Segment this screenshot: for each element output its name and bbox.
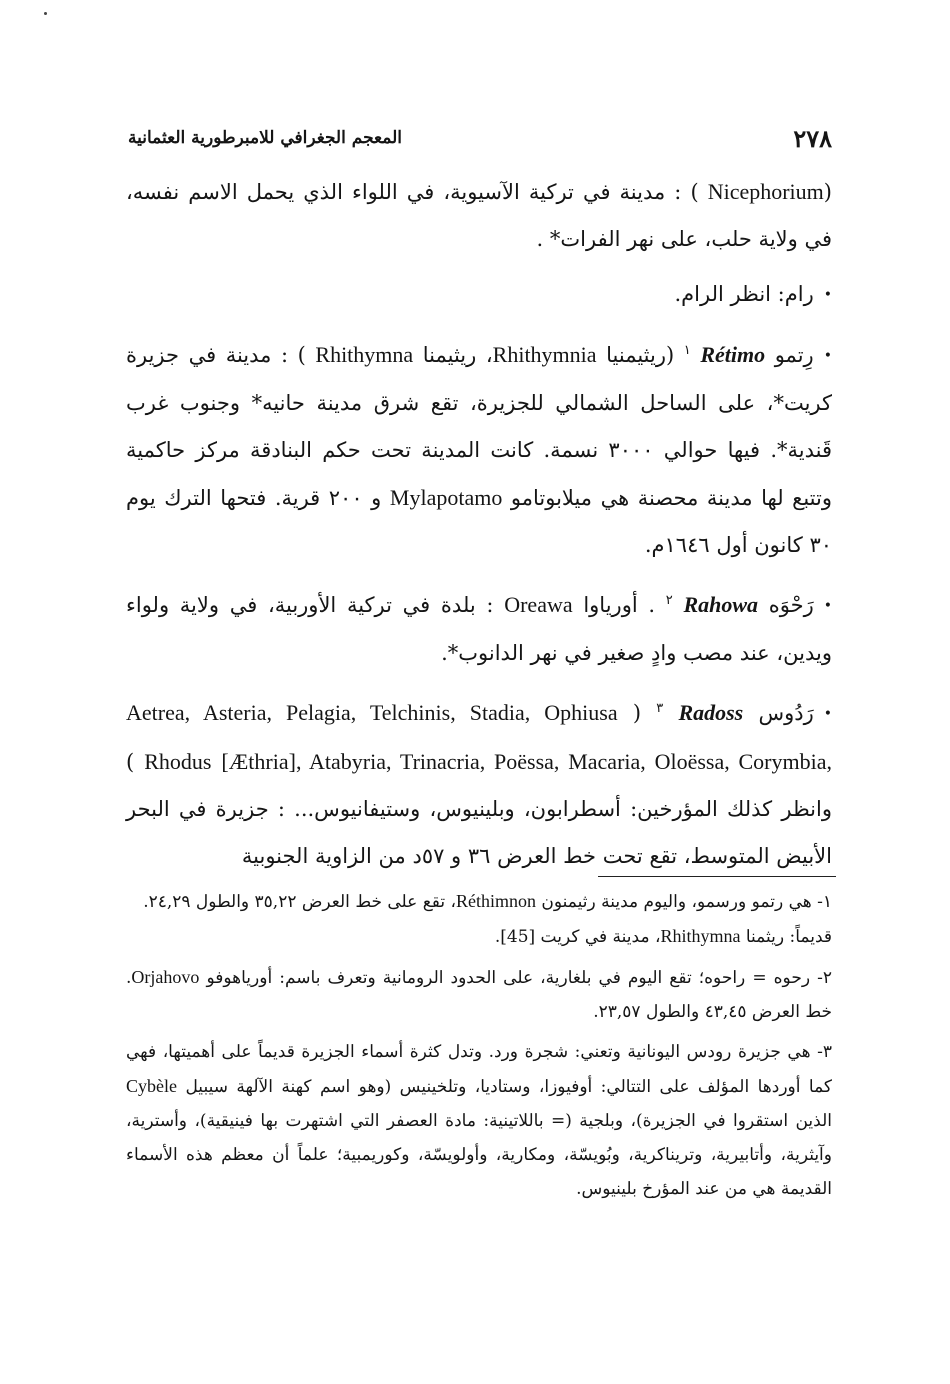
alt-name-latin: Rhithymnia [492, 342, 597, 367]
footnote-text: قديماً: ريثمنا [745, 927, 832, 947]
latin-term: Réthimnon [455, 891, 536, 911]
open-paren: ( [632, 701, 642, 725]
page-number: ٢٧٨ [793, 123, 832, 153]
entry-text: و ٢٠٠ قرية. فتحها الترك يوم ٣٠ كانون أول ١٦٤٦م. [126, 486, 832, 557]
latin-term: Mylapotamo [389, 485, 503, 510]
footnote-1 [126, 884, 832, 919]
footnote-text: ١- هي رتمو ورسمو، واليوم مدينة رثيمنون [541, 892, 832, 912]
entry-text: ) : مدينة في جزيرة كريت*، على الساحل الشمالي للجزيرة، تقع شرق مدينة حانيه* وجنوب غرب قَندية*. فيها حوالي ٣٠٠٠ نسمة. كانت المدينة تحت حكم البنادقة مركز حاكمية وتتبع لها مدينة محصنة هي ميلابوتامو [126, 343, 832, 510]
entry-rahowa [126, 581, 832, 677]
bullet-icon: • [823, 706, 832, 722]
bullet-icon: • [823, 287, 832, 303]
entry-radoss [126, 689, 832, 880]
footnote-text: ، مدينة في كريت [45]. [494, 927, 661, 947]
page-header [128, 120, 832, 156]
latin-headword: Rahowa [683, 592, 759, 617]
ancient-names-line-2: [Æthria], Atabyria, Trinacria, Poëssa, Macaria, Oloëssa, Corymbia, [221, 749, 833, 774]
entry-text: : بلدة في تركية الأوربية، في ولاية ولواء ويدين، عند مصب وادٍ صغير في نهر الدانوب*. [126, 593, 832, 665]
entry-text: ) : مدينة في تركية الآسيوية، في اللواء الذي يحمل الاسم نفسه، في ولاية حلب، على نهر الفرات* . [126, 180, 832, 251]
bullet-icon: • [823, 348, 832, 364]
footnote-text: ٣- هي جزيرة رودس اليونانية وتعني: شجرة ورد. وتدل كثرة أسماء الجزيرة قديماً على أهميتها، فهي كما أوردها المؤلف على التتالي: أوفيوزا، وستاديا، وتلخينيس (وهو اسم كهنة الآلهة سيبيل [126, 1042, 832, 1097]
alt-name-latin: Rhithymna [315, 342, 414, 367]
footnote-text: الذين استقروا في الجزيرة)، وبلجية (= باللاتينية: مادة العصفر التي اشتهرت بها فينيقية)، وأسترية، وآيثرية، وأتابيرية، وتريناكرية، وبُويسّة، ومكارية، وأولويسّة، وكوريمبية؛ علماً أن معظم هذه الأسماء القديمة هي من عند المؤرخ بلينيوس. [126, 1111, 832, 1199]
footnote-text: ، تقع على خط العرض ٣٥,٢٢ والطول ٢٤,٢٩. [143, 892, 456, 912]
latin-term: Nicephorium [707, 179, 824, 204]
headword: رَدُوس [758, 701, 814, 725]
footnote-ref: ١ [683, 343, 691, 358]
footnote-3 [126, 1035, 832, 1206]
footnote-2 [126, 960, 832, 1029]
latin-term: Oreawa [504, 592, 573, 617]
open-paren: ( [666, 343, 675, 367]
footnote-ref: ٢ [665, 593, 673, 608]
footnote-1-cont [126, 919, 832, 954]
footnote-text: ٢- رحوه = راحوه؛ تقع اليوم في بلغارية، على الحدود الرومانية وتعرف باسم: أورياهوفو [206, 968, 832, 988]
footnotes [126, 884, 832, 1206]
latin-term: Rhithymna [660, 926, 741, 946]
latin-term: Rhodus [144, 749, 212, 774]
headword: رَحْوَه [768, 593, 814, 617]
headword: رِتمو [774, 343, 814, 367]
footnote-text: . خط العرض ٤٣,٤٥ والطول ٢٣,٥٧. [126, 968, 832, 1022]
bullet-icon: • [823, 598, 832, 614]
latin-headword: Rétimo [700, 342, 766, 367]
entry-ram [126, 271, 832, 319]
footnote-divider [598, 876, 836, 877]
ancient-names-line-1: Aetrea, Asteria, Pelagia, Telchinis, Stadia, Ophiusa [126, 700, 618, 725]
entry-text: ) وانظر كذلك المؤرخين: أسطرابون، وبلينيوس، وستيفانيوس... : جزيرة في البحر الأبيض المتوسط، تقع تحت خط العرض ٣٦ و ٥٧د من الزاوية الجنوبية [126, 750, 832, 868]
entry-continuation: (Nicephorium ) : مدينة في تركية الآسيوية، في اللواء الذي يحمل الاسم نفسه، في ولاية حلب، على نهر الفرات* . [126, 179, 832, 251]
alt-name-ar: ريثيمنيا [606, 343, 666, 367]
latin-term: Orjahovo [131, 967, 200, 987]
entry-text: رام: انظر الرام. [674, 282, 814, 306]
separator: ، [485, 343, 493, 367]
footnote-ref: ٣ [656, 701, 664, 716]
alt-name-ar: ريثيمنا [422, 343, 477, 367]
scan-speck [44, 12, 47, 15]
main-text [126, 168, 832, 880]
entry-text: . أورياوا [583, 593, 656, 617]
running-title: المعجم الجغرافي للامبرطورية العثمانية [128, 128, 402, 148]
latin-term: Cybèle [126, 1076, 177, 1096]
entry-retimo [126, 331, 832, 569]
latin-headword: Radoss [678, 700, 744, 725]
